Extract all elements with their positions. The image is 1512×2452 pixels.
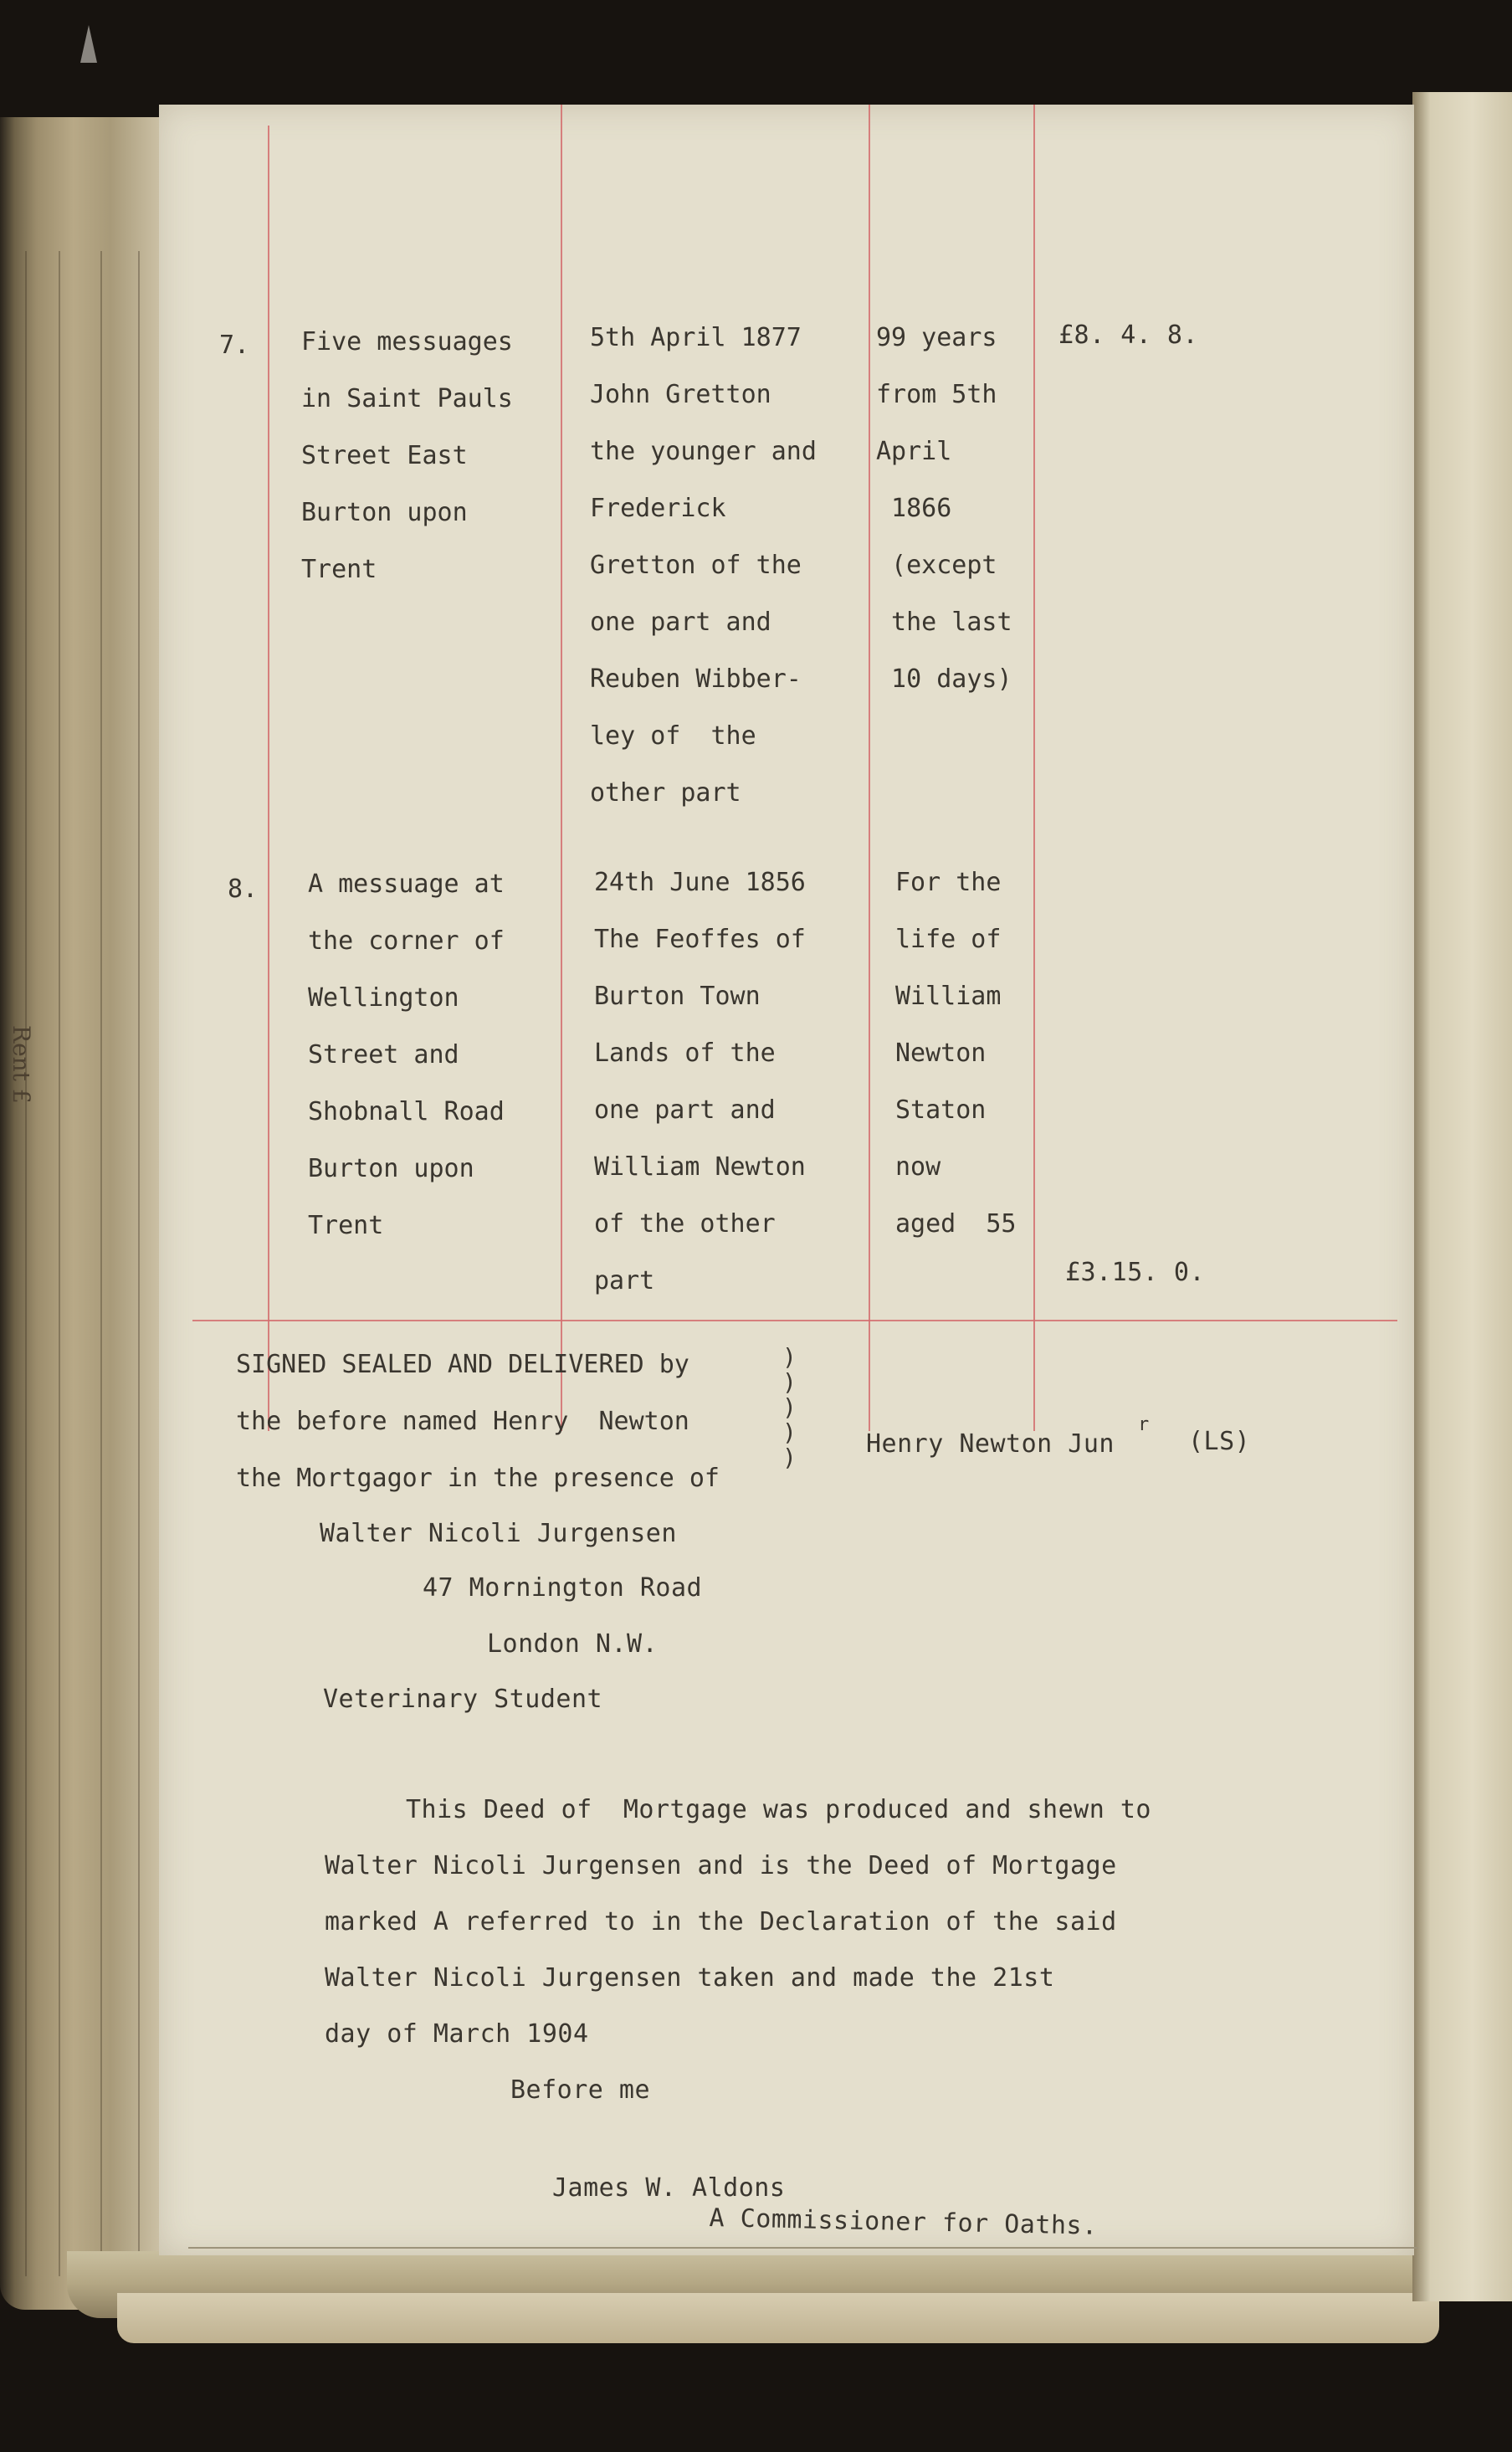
- deed-line: William Newton: [594, 1152, 806, 1182]
- stack-edge: [25, 251, 27, 2276]
- rent-amount: £8. 4. 8.: [1058, 321, 1199, 350]
- property-line: Five messuages: [301, 327, 513, 357]
- deed-line: 24th June 1856: [594, 868, 806, 897]
- attestation-clause: [236, 1336, 720, 1507]
- term-line: now: [895, 1152, 941, 1182]
- term-line: (except: [876, 551, 997, 580]
- property-line: Street and: [308, 1040, 459, 1070]
- term-line: 10 days): [876, 664, 1012, 694]
- deed-line: 5th April 1877: [590, 323, 802, 352]
- attestation-line: SIGNED SEALED AND DELIVERED by: [236, 1350, 689, 1379]
- lease-term: [876, 310, 1012, 708]
- term-line: 99 years: [876, 323, 997, 352]
- seal-mark: (LS): [1188, 1427, 1251, 1456]
- term-line: William: [895, 982, 1002, 1011]
- facing-page-edge: [1412, 92, 1512, 2301]
- deed-line: part: [594, 1266, 655, 1295]
- deed-description: [594, 854, 806, 1310]
- stack-edge: [59, 251, 60, 2276]
- witness-occupation: Veterinary Student: [323, 1685, 603, 1714]
- commissioner-title: A Commissioner for Oaths.: [709, 2203, 1098, 2241]
- term-line: 1866: [876, 494, 952, 523]
- property-line: Burton upon: [308, 1154, 474, 1183]
- term-line: from 5th: [876, 380, 997, 409]
- commissioner-signature: James W. Aldons: [552, 2173, 786, 2203]
- attestation-line: the Mortgagor in the presence of: [236, 1464, 720, 1493]
- stack-edge: [138, 251, 140, 2276]
- deed-description: [590, 310, 817, 822]
- attestation-bracket: ) ) ) ) ): [782, 1343, 797, 1471]
- deed-line: Gretton of the: [590, 551, 802, 580]
- row-number: 8.: [228, 875, 259, 904]
- term-line: Newton: [895, 1039, 987, 1068]
- property-line: Shobnall Road: [308, 1097, 505, 1126]
- property-line: Street East: [301, 441, 468, 470]
- property-description: [301, 314, 513, 598]
- deed-line: Burton Town: [594, 982, 761, 1011]
- deed-line: The Feoffes of: [594, 925, 806, 954]
- deed-line: the younger and: [590, 437, 817, 466]
- signatory-superscript: r: [1138, 1414, 1150, 1435]
- deed-line: John Gretton: [590, 380, 771, 409]
- before-me: Before me: [510, 2075, 651, 2105]
- table-bottom-rule: [192, 1320, 1397, 1321]
- witness-address-line-1: 47 Mornington Road: [423, 1573, 703, 1603]
- attestation-line: the before named Henry Newton: [236, 1407, 689, 1436]
- declaration-line-2: Walter Nicoli Jurgensen and is the Deed of Mortgage: [325, 1851, 1117, 1880]
- term-line: For the: [895, 868, 1002, 897]
- document-page: [159, 105, 1414, 2255]
- column-rule: [869, 105, 870, 1431]
- term-line: aged 55: [895, 1209, 1017, 1239]
- deed-line: Lands of the: [594, 1039, 776, 1068]
- lease-term: [895, 854, 1017, 1253]
- page-bottom-rule: [188, 2247, 1418, 2249]
- property-line: in Saint Pauls: [301, 384, 513, 413]
- pin-icon: [80, 25, 97, 63]
- margin-note: Rent £: [8, 1025, 35, 1104]
- book-page-stack: [0, 117, 184, 2310]
- term-line: life of: [895, 925, 1002, 954]
- deed-line: Frederick: [590, 494, 726, 523]
- term-line: April: [876, 437, 952, 466]
- column-rule: [561, 105, 562, 1431]
- deed-line: one part and: [590, 608, 771, 637]
- column-rule: [268, 126, 269, 1431]
- deed-line: other part: [590, 778, 741, 808]
- deed-line: ley of the: [590, 721, 756, 751]
- property-line: Wellington: [308, 983, 459, 1013]
- declaration-line-4: Walter Nicoli Jurgensen taken and made the 21st: [325, 1963, 1055, 1993]
- property-line: Trent: [308, 1211, 384, 1240]
- declaration-line-1: This Deed of Mortgage was produced and shewn to: [406, 1795, 1151, 1824]
- column-rule: [1033, 105, 1035, 1431]
- rent-amount: £3.15. 0.: [1065, 1258, 1206, 1287]
- deed-line: of the other: [594, 1209, 776, 1239]
- declaration-line-5: day of March 1904: [325, 2019, 589, 2049]
- signatory-name: Henry Newton Jun: [866, 1429, 1115, 1459]
- property-line: Burton upon: [301, 498, 468, 527]
- witness-address-line-2: London N.W.: [487, 1629, 659, 1659]
- stack-edge: [100, 251, 102, 2276]
- property-description: [308, 856, 505, 1254]
- property-line: the corner of: [308, 926, 505, 956]
- property-line: A messuage at: [308, 869, 505, 899]
- deed-line: Reuben Wibber-: [590, 664, 802, 694]
- row-number: 7.: [219, 331, 250, 360]
- term-line: Staton: [895, 1095, 987, 1125]
- term-line: the last: [876, 608, 1012, 637]
- witness-name: Walter Nicoli Jurgensen: [320, 1519, 677, 1548]
- book-bottom-edge-lower: [117, 2293, 1439, 2343]
- deed-line: one part and: [594, 1095, 776, 1125]
- property-line: Trent: [301, 555, 377, 584]
- declaration-line-3: marked A referred to in the Declaration of the said: [325, 1907, 1117, 1936]
